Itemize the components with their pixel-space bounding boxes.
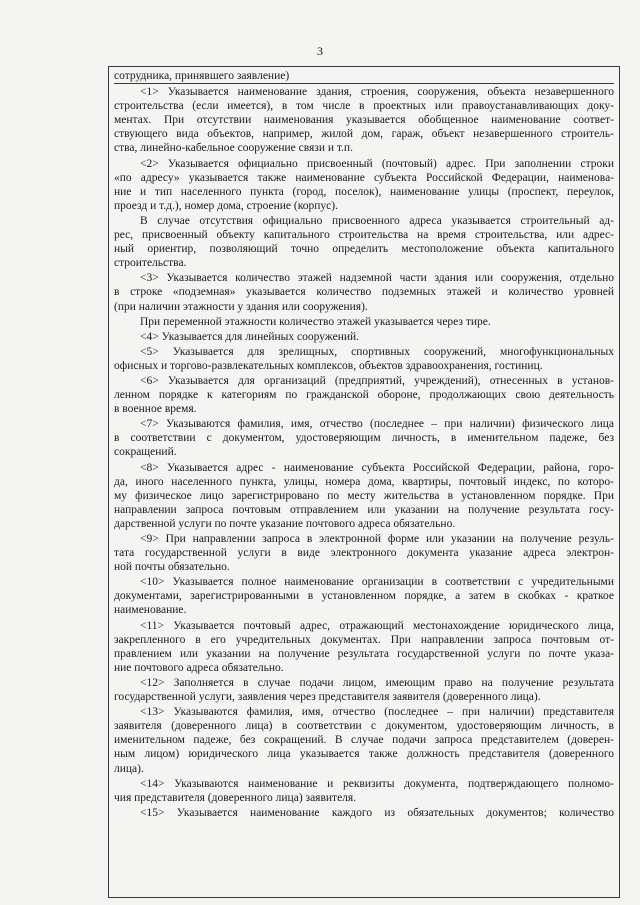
text-line: му физическое лицо зарегистрировано по месту жительства в установленном порядке. При [114, 489, 614, 502]
text-line: <15> Указывается наименование каждого из обязательных документов; количество [140, 806, 614, 819]
text-line: правлением или указании на получение результата государственной услуги по почте указа- [114, 647, 614, 660]
footnote-paragraph [114, 575, 614, 617]
text-line: в военное время. [114, 403, 197, 416]
text-line: направлении запроса почтовым отправлением или указании на получение результата госу- [114, 503, 614, 516]
text-line: «по адресу» указывается также наименование субъекта Российской Федерации, наименова- [114, 171, 614, 184]
text-line: да, иного населенного пункта, улицы, номера дома, квартиры, почтовый индекс, по которо- [114, 475, 614, 488]
footnote-paragraph [114, 271, 614, 313]
text-line: <12> Заполняется в случае подачи лицом, имеющим право на получение результата [140, 676, 614, 689]
footnote-paragraph [114, 315, 614, 329]
footnotes-list [114, 85, 614, 820]
text-line: сокращений. [114, 446, 177, 459]
text-line: ства, линейно-кабельное сооружение связи и т.п. [114, 142, 353, 155]
footnote-paragraph [114, 777, 614, 805]
text-line: <9> При направлении запроса в электронной форме или указании на получение резуль- [140, 533, 614, 545]
footnote-paragraph [114, 214, 614, 270]
text-line: ным лицом) юридического лица указывается также должность представителя (доверенного [114, 748, 614, 761]
footnote-paragraph [114, 330, 614, 344]
text-line: При переменной этажности количество этажей указывается через тире. [140, 315, 491, 328]
footnote-paragraph [114, 157, 614, 213]
text-line: <14> Указываются наименование и реквизиты документа, подтверждающего полномо- [140, 777, 614, 790]
text-line: проезд и т.д.), номер дома, строение (корпус). [114, 199, 338, 212]
footnote-paragraph [114, 705, 614, 775]
text-line: лица). [114, 762, 144, 775]
footnote-paragraph [114, 532, 614, 574]
text-line: строительства (если имеется), в том числе в проектных или правоустанавливающих доку- [114, 100, 614, 113]
text-line: офисных и торгово-развлекательных комплексов, объектов здравоохранения, гостиниц. [114, 359, 543, 372]
text-line: ментах. При отсутствии наименования указывается обобщенное наименование соответ- [114, 114, 614, 127]
text-line: <10> Указывается полное наименование организации в соответствии с учредительными [140, 576, 614, 589]
text-line: тата государственной услуги в виде электронного документа указание адреса электрон- [114, 547, 614, 560]
footnotes-frame [108, 66, 620, 898]
text-line: В случае отсутствия официально присвоенного адреса указывается строительный ад- [140, 214, 614, 227]
footnote-paragraph [114, 619, 614, 675]
text-line: рес, присвоенный объекту капитального строительства на время строительства, или адрес- [114, 229, 614, 242]
text-line: ние и тип населенного пункта (город, поселок), наименование улицы (проспект, переулок, [114, 185, 614, 198]
text-line: <11> Указывается почтовый адрес, отражающий местонахождение юридического лица, [140, 619, 614, 632]
text-line: государственной услуги, заявления через представителя заявителя (доверенного лица). [114, 691, 541, 704]
text-line: <1> Указывается наименование здания, строения, сооружения, объекта незавершенного [140, 86, 614, 99]
text-line: ние почтового адреса обязательно. [114, 661, 284, 674]
text-line: <6> Указывается для организаций (предприятий, учреждений), отнесенных в установ- [140, 374, 614, 387]
text-line: наименование. [114, 604, 187, 617]
top-line: сотрудника, принявшего заявление) [114, 69, 614, 84]
footnote-paragraph [114, 417, 614, 459]
text-line: закрепленного в его учредительных документах. При направлении запроса почтовым от- [114, 633, 614, 646]
text-line: <5> Указывается для зрелищных, спортивных сооружений, многофункциональных [140, 345, 614, 358]
footnote-paragraph [114, 461, 614, 531]
text-line: <13> Указываются фамилия, имя, отчество (последнее – при наличии) представителя [140, 706, 614, 719]
text-line: <7> Указываются фамилия, имя, отчество (последнее – при наличии) физического лица [140, 418, 614, 431]
footnote-paragraph [114, 374, 614, 416]
text-line: чия представителя (доверенного лица) заявителя. [114, 791, 357, 804]
text-line: строительства. [114, 257, 187, 270]
page-number: 3 [317, 44, 323, 58]
text-line: заявителя (доверенного лица) в соответствии с документом, удостоверяющим личность, в [114, 720, 614, 733]
text-line: дарственной услуги по почте указание почтового адреса обязательно. [114, 517, 456, 530]
footnote-paragraph [114, 85, 614, 155]
text-line: <4> Указывается для линейных сооружений. [140, 330, 360, 343]
footnote-paragraph [114, 345, 614, 373]
text-line: документами, зарегистрированными в установленном порядке, а затем в скобках - краткое [114, 590, 614, 603]
text-line: ной почты обязательно. [114, 561, 230, 574]
text-line: ствующего вида объектов, например, жилой дом, гараж, объект незавершенного строитель- [114, 128, 614, 141]
footnote-paragraph [114, 676, 614, 704]
footnote-paragraph [114, 806, 614, 820]
text-line: <2> Указывается официально присвоенный (почтовый) адрес. При заполнении строки [140, 157, 614, 170]
text-line: <8> Указывается адрес - наименование субъекта Российской Федерации, района, горо- [140, 461, 614, 474]
text-line: <3> Указывается количество этажей надземной части здания или сооружения, отдельно [140, 272, 614, 285]
text-line: именительном падеже, без сокращений. В случае подачи запроса представителем (доверен- [114, 734, 614, 747]
text-line: (при наличии этажности у здания или сооружения). [114, 300, 368, 313]
text-line: ный ориентир, позволяющий точно определить местоположение объекта капитального [114, 243, 614, 256]
text-line: ленном порядке к категориям по гражданской обороне, продолжающих свою деятельность [114, 389, 614, 402]
text-line: в соответствии с документом, удостоверяющим личность, в именительном падеже, без [114, 432, 614, 445]
text-line: в строке «подземная» указывается количество подземных этажей и количество уровней [114, 286, 614, 299]
